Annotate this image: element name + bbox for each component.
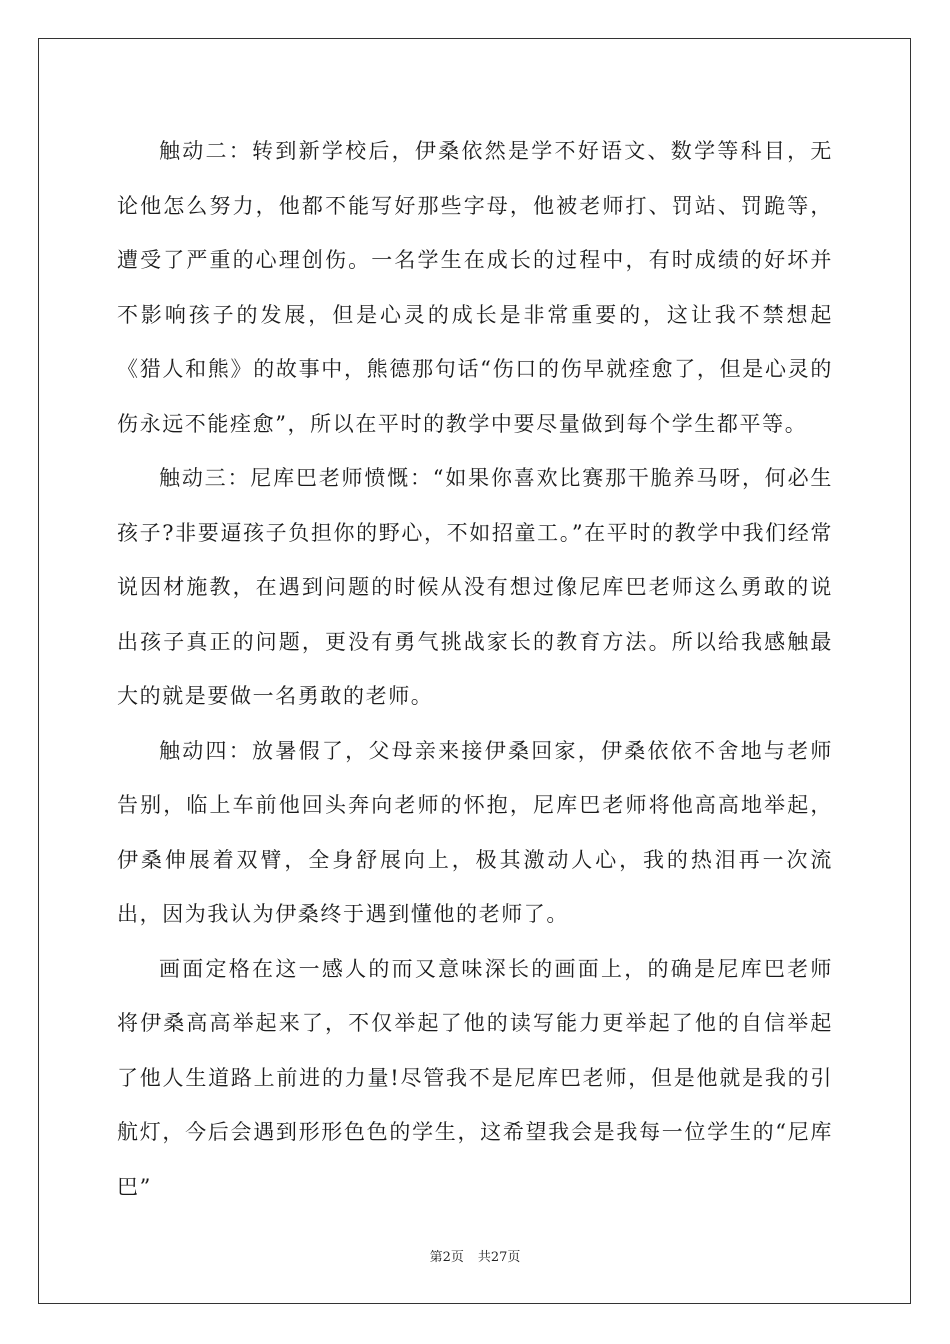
total-page-count: 共27页 <box>477 1250 521 1265</box>
document-body <box>117 124 833 1214</box>
paragraph-conclusion: 画面定格在这一感人的而又意味深长的画面上，的确是尼库巴老师将伊桑高高举起来了，不仅举起了他的读写能力更举起了他的自信举起了他人生道路上前进的力量!尽管我不是尼库巴老师，但是他就是我的引航灯，今后会遇到形形色色的学生，这希望我会是我每一位学生的“尼库巴” <box>117 956 833 1199</box>
current-page-number: 第2页 <box>429 1250 464 1265</box>
page-footer <box>0 1246 950 1265</box>
paragraph-touch-two: 触动二：转到新学校后，伊桑依然是学不好语文、数学等科目，无论他怎么努力，他都不能写好那些字母，他被老师打、罚站、罚跪等，遭受了严重的心理创伤。一名学生在成长的过程中，有时成绩的好坏并不影响孩子的发展，但是心灵的成长是非常重要的，这让我不禁想起《猎人和熊》的故事中，熊德那句话“伤口的伤早就痊愈了，但是心灵的伤永远不能痊愈”，所以在平时的教学中要尽量做到每个学生都平等。 <box>117 139 833 436</box>
paragraph-touch-four: 触动四：放暑假了，父母亲来接伊桑回家，伊桑依依不舍地与老师告别，临上车前他回头奔向老师的怀抱，尼库巴老师将他高高地举起，伊桑伸展着双臂，全身舒展向上，极其激动人心，我的热泪再一次流出，因为我认为伊桑终于遇到懂他的老师了。 <box>117 738 833 926</box>
paragraph-touch-three: 触动三：尼库巴老师愤慨：“如果你喜欢比赛那干脆养马呀，何必生孩子?非要逼孩子负担你的野心，不如招童工。”在平时的教学中我们经常说因材施教，在遇到问题的时候从没有想过像尼库巴老师这么勇敢的说出孩子真正的问题，更没有勇气挑战家长的教育方法。所以给我感触最大的就是要做一名勇敢的老师。 <box>117 466 833 708</box>
